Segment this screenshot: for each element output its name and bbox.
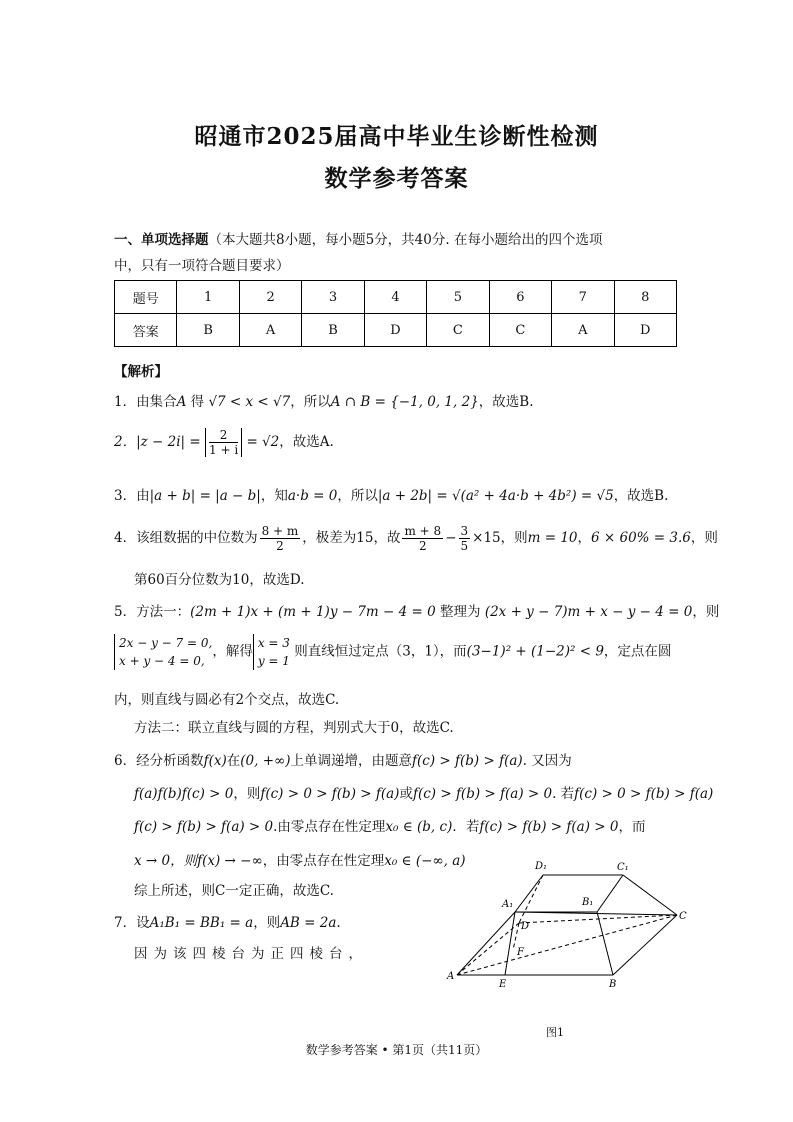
answer-cell: D: [364, 314, 426, 347]
analysis-heading: 【解析】: [114, 364, 168, 380]
frustum-figure: [445, 855, 695, 995]
section-1-desc-part2: 中，只有一项符合题目要求）: [114, 258, 290, 274]
edge-A-D-dashed: [457, 923, 519, 975]
edge-A1-D1: [515, 875, 543, 912]
answer-cell: C: [489, 314, 551, 347]
question-number: 2: [239, 281, 301, 314]
label-E: E: [499, 979, 507, 990]
q3-a: 3．由: [114, 488, 150, 504]
q1-b: A: [176, 394, 187, 410]
answer-cell: A: [239, 314, 301, 347]
q1-g: ，故选B.: [478, 394, 534, 410]
edge-B-B1: [597, 912, 613, 975]
label-B1: B₁: [582, 897, 594, 908]
q2-solution: [114, 428, 334, 457]
question-number: 7: [552, 281, 614, 314]
question-number: 5: [427, 281, 489, 314]
q3-f: |a + 2b| = √(a² + 4a·b + 4b²) = √5: [377, 488, 614, 504]
q3-g: ，故选B.: [613, 488, 669, 504]
q5-a: 5．方法一：: [114, 604, 191, 620]
q4-o: ，则: [690, 530, 718, 546]
figure-caption: 图1: [546, 1026, 564, 1039]
q1-a: 1．由集合: [114, 394, 177, 410]
section-1-intro: [114, 228, 602, 248]
q7-e: .: [336, 915, 341, 931]
q2-d: = √2: [246, 434, 280, 450]
question-number: 6: [489, 281, 551, 314]
q1-f: A ∩ B = {−1, 0, 1, 2}: [330, 394, 479, 410]
label-D: D: [521, 921, 530, 932]
q2-numerator: 2: [209, 428, 238, 443]
label-B: B: [609, 979, 617, 990]
q6-p: .由零点存在性定理: [273, 819, 386, 835]
answer-cell: A: [552, 314, 614, 347]
q6-g: . 又因为: [522, 753, 572, 769]
q2-a: 2．|z − 2i| =: [114, 434, 201, 450]
q4-i: 5: [460, 539, 469, 553]
q5-k: ，定点在圆: [603, 643, 672, 660]
edge-A-C-dashed: [457, 915, 677, 975]
q4-median-denominator: 2: [276, 539, 284, 553]
q6-v: f(x) → −∞: [197, 853, 263, 869]
q6-u: x → 0，则: [134, 853, 198, 869]
title-line-1: 昭通市2025届高中毕业生诊断性检测: [194, 123, 599, 150]
edge-D1-D-dashed: [519, 875, 543, 923]
q5-eq2: x + y − 4 = 0,: [119, 654, 205, 668]
section-1-desc-part1: （本大题共8小题，每小题5分，共40分. 在每小题给出的四个选项: [208, 232, 603, 248]
q5-sol1: x = 3: [257, 636, 290, 650]
label-A1: A₁: [502, 899, 514, 910]
q5-solution-line-2: [114, 634, 671, 670]
answer-cell: C: [427, 314, 489, 347]
question-number: 3: [302, 281, 364, 314]
q7-d: AB = 2a: [280, 915, 337, 931]
q3-d: a·b = 0: [287, 488, 338, 504]
q7-b: A₁B₁ = BB₁ = a: [149, 915, 254, 931]
q3-e: ，所以: [337, 488, 378, 504]
q6-n: f(c) > 0 > f(b) > f(a): [574, 786, 714, 802]
q5-solution-line-3: 内，则直线与圆必有2个交点，故选C.: [114, 692, 340, 708]
q4-h: 3: [460, 524, 469, 538]
q6-w: ，由零点存在性定理: [262, 853, 385, 869]
edge-B-C: [613, 915, 677, 975]
q4-d: ，极差为15，故: [302, 530, 401, 546]
question-number: 4: [364, 281, 426, 314]
q6-q: x₀ ∈ (b, c): [385, 819, 453, 835]
q1-d: √7 < x < √7: [208, 394, 291, 410]
q6-x: x₀ ∈ (−∞, a): [384, 853, 466, 869]
q5-i: 则直线恒过定点（3，1），而: [294, 643, 467, 660]
section-1-heading: 一、单项选择题: [114, 232, 209, 248]
q6-f: f(c) > f(b) > f(a): [412, 753, 523, 769]
q4-f: 2: [419, 539, 427, 553]
answer-table-row-answers: [115, 314, 677, 347]
q6-solution-line-2: [134, 782, 713, 802]
q6-m: . 若: [552, 786, 575, 802]
q3-c: ，知: [260, 488, 288, 504]
q6-a: 6．经分析函数: [114, 753, 204, 769]
q5-e: ，则: [692, 604, 720, 620]
q4-solution-line-1: [114, 524, 718, 553]
q7-a: 7．设: [114, 915, 150, 931]
edge-C1-B1: [597, 875, 623, 912]
q5-b: (2m + 1)x + (m + 1)y − 7m − 4 = 0: [190, 604, 436, 620]
q7-c: ，则: [253, 915, 281, 931]
question-number: 1: [177, 281, 239, 314]
q6-k: 或: [399, 786, 413, 802]
q4-n: 6 × 60% = 3.6: [591, 530, 691, 546]
label-C: C: [679, 911, 687, 922]
q6-d: (0, +∞): [240, 753, 291, 769]
q3-b: |a + b| = |a − b|: [149, 488, 261, 504]
question-number: 8: [614, 281, 677, 314]
q2-denominator: 1 + i: [209, 443, 239, 457]
edge-C1-C: [623, 875, 677, 915]
q1-solution: [114, 390, 534, 410]
q6-h: f(a)f(b)f(c) > 0: [134, 786, 234, 802]
q6-b: f(x): [203, 753, 227, 769]
answer-table-row-numbers: [115, 281, 677, 314]
q6-c: 在: [226, 753, 241, 769]
answer-cell: B: [302, 314, 364, 347]
q6-solution-line-4: [134, 849, 466, 869]
q3-solution: [114, 484, 668, 504]
row-label-number: 题号: [115, 281, 177, 314]
q5-solution-line-1: [114, 600, 719, 620]
answer-cell: B: [177, 314, 239, 347]
q5-c: 整理为: [440, 604, 481, 620]
row-label-answer: 答案: [115, 314, 177, 347]
q4-k: ，则: [500, 530, 528, 546]
q6-e: 上单调递增，由题意: [290, 753, 413, 769]
q4-j: ×15: [472, 530, 501, 546]
q5-method-2: 方法二：联立直线与圆的方程，判别式大于0，故选C.: [134, 720, 454, 736]
q6-t: ，而: [618, 819, 646, 835]
q5-sol2: y = 1: [257, 654, 290, 668]
q6-conclusion: 综上所述，则C一定正确，故选C.: [134, 883, 334, 899]
q5-j: (3−1)² + (1−2)² < 9: [466, 643, 604, 660]
q6-solution-line-3: [134, 815, 645, 835]
q4-a: 4．该组数据的中位数为: [114, 530, 258, 546]
q6-o: f(c) > f(b) > f(a) > 0: [134, 819, 274, 835]
q4-g: −: [445, 530, 457, 546]
title-line-2: 数学参考答案: [324, 165, 469, 192]
q5-g: ，解得: [212, 643, 253, 660]
q7-solution-line-1: [114, 911, 341, 931]
q4-m: ，: [577, 530, 592, 546]
q6-s: f(c) > f(b) > f(a) > 0: [479, 819, 619, 835]
q6-r: ．若: [452, 819, 480, 835]
q5-eq1: 2x − y − 7 = 0,: [119, 636, 213, 650]
q6-j: f(c) > 0 > f(b) > f(a): [260, 786, 400, 802]
q6-i: ，则: [233, 786, 261, 802]
page-footer: 数学参考答案 • 第1页（共11页）: [305, 1043, 488, 1057]
q6-l: f(c) > f(b) > f(a) > 0: [412, 786, 553, 802]
q7-solution-line-2: 因为该四棱台为正四棱台，: [134, 946, 368, 962]
label-D1: D₁: [535, 861, 548, 872]
label-C1: C₁: [617, 862, 629, 873]
q4-l: m = 10: [527, 530, 578, 546]
q5-d: (2x + y − 7)m + x − y − 4 = 0: [484, 604, 693, 620]
q1-e: ，所以: [290, 394, 331, 410]
answer-cell: D: [614, 314, 677, 347]
q4-e: m + 8: [404, 524, 442, 538]
q6-solution-line-1: [114, 749, 572, 769]
label-F: F: [517, 947, 524, 958]
q1-c: 得: [190, 394, 205, 410]
label-A: A: [447, 971, 455, 982]
q2-e: ，故选A.: [279, 434, 334, 450]
answer-table: [114, 280, 677, 347]
q4-median-numerator: 8 + m: [261, 524, 299, 538]
q4-solution-line-2: 第60百分位数为10，故选D.: [134, 572, 305, 588]
edge-D-F-dashed: [513, 923, 519, 950]
